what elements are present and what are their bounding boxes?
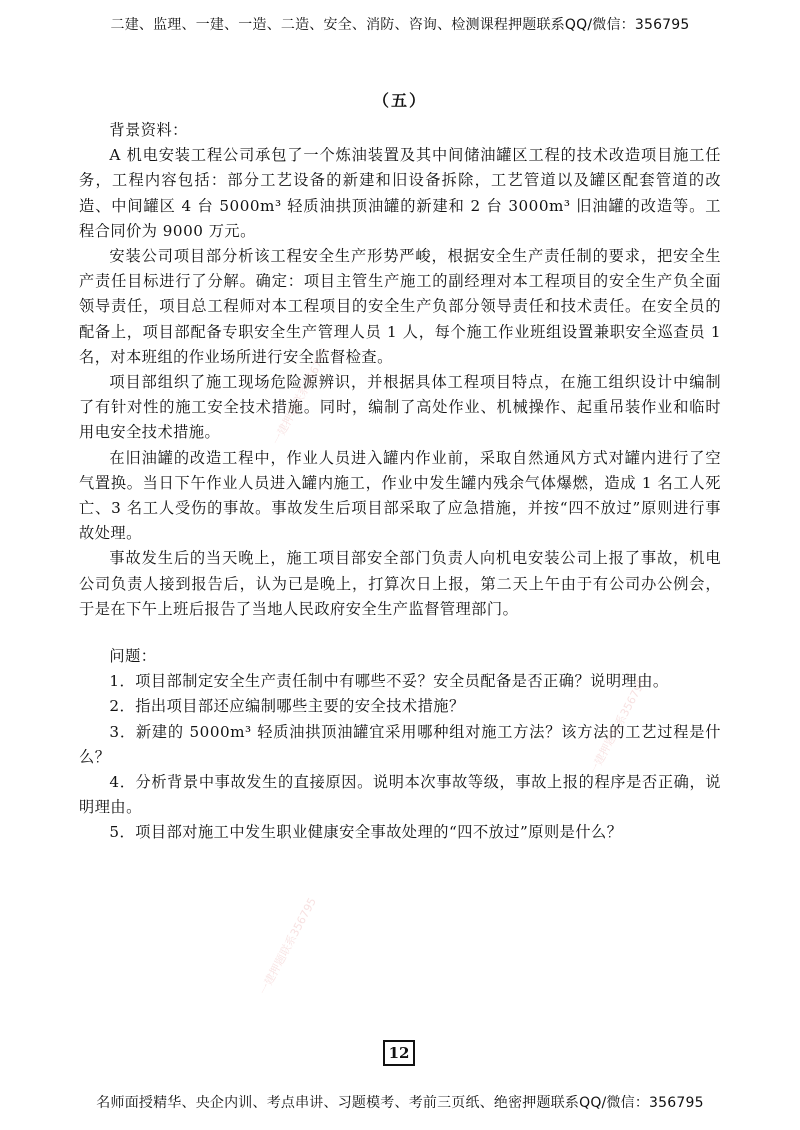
watermark-text: 一建押题联系356795: [586, 675, 649, 778]
section-spacer: [79, 622, 721, 644]
background-paragraph-3: 项目部组织了施工现场危险源辨识，并根据具体工程项目特点，在施工组织设计中编制了有针对性的施工安全技术措施。同时，编制了高处作业、机械操作、起重吊装作业和临时用电安全技术措施。: [79, 373, 721, 442]
background-paragraph-1: A 机电安装工程公司承包了一个炼油装置及其中间储油罐区工程的技术改造项目施工任务，工程内容包括：部分工艺设备的新建和旧设备拆除，工艺管道以及罐区配套管道的改造、中间罐区 4 台 5000m³ 轻质油拱顶油罐的新建和 2 台 3000m³ 旧油罐的改造等。工程合同价为 9000 万元。: [79, 146, 721, 240]
question-3: 3．新建的 5000m³ 轻质油拱顶油罐宜采用哪种组对施工方法？该方法的工艺过程是什么？: [79, 722, 721, 766]
questions-label: 问题：: [109, 647, 157, 666]
footer-banner: 名师面授精华、央企内训、考点串讲、习题模考、考前三页纸、绝密押题联系QQ/微信：356795: [96, 1095, 704, 1111]
question-1: 1．项目部制定安全生产责任制中有哪些不妥？安全员配备是否正确？说明理由。: [109, 672, 669, 691]
section-title: （五）: [372, 91, 427, 110]
watermark-text: 一建押题联系356795: [269, 345, 332, 448]
header-banner: 二建、监理、一建、一造、二造、安全、消防、咨询、检测课程押题联系QQ/微信：356795: [110, 17, 690, 33]
main-content: [79, 118, 721, 846]
page-number-box: 12: [383, 1040, 415, 1066]
question-2: 2．指出项目部还应编制哪些主要的安全技术措施？: [109, 697, 465, 716]
watermark-text: 一建押题联系356795: [256, 895, 319, 998]
background-paragraph-5: 事故发生后的当天晚上，施工项目部安全部门负责人向机电安装公司上报了事故，机电公司负责人接到报告后，认为已是晚上，打算次日上报，第二天上午由于有公司办公例会，于是在下午上班后报告了当地人民政府安全生产监督管理部门。: [79, 549, 721, 618]
question-4: 4．分析背景中事故发生的直接原因。说明本次事故等级，事故上报的程序是否正确，说明理由。: [79, 773, 721, 817]
question-5: 5．项目部对施工中发生职业健康安全事故处理的“四不放过”原则是什么？: [109, 823, 623, 842]
background-paragraph-2: 安装公司项目部分析该工程安全生产形势严峻，根据安全生产责任制的要求，把安全生产责任目标进行了分解。确定：项目主管生产施工的副经理对本工程项目的安全生产负全面领导责任，项目总工程师对本工程项目的安全生产负部分领导责任和技术责任。在安全员的配备上，项目部配备专职安全生产管理人员 1 人，每个施工作业班组设置兼职安全巡查员 1 名，对本班组的作业场所进行安全监督检查。: [79, 247, 721, 366]
background-label: 背景资料：: [109, 121, 188, 139]
background-paragraph-4: 在旧油罐的改造工程中，作业人员进入罐内作业前，采取自然通风方式对罐内进行了空气置换。当日下午作业人员进入罐内施工，作业中发生罐内残余气体爆燃，造成 1 名工人死亡、3 名工人受伤的事故。事故发生后项目部采取了应急措施，并按“四不放过”原则进行事故处理。: [79, 448, 721, 543]
